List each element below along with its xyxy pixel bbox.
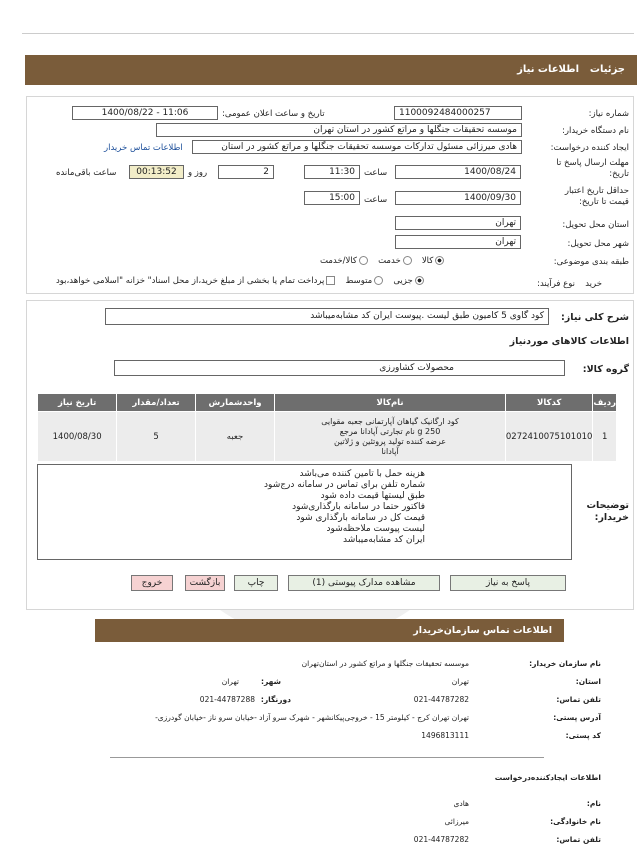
contact-phone: 021-44787282 bbox=[413, 695, 469, 704]
contact-phone-label: تلفن تماس: bbox=[556, 695, 601, 704]
cell-name: کود ارگانیک گیاهان آپارتمانی جعبه مقوایی 250 g نام تجارتی آپادانا مرجع عرضه کننده تولید پروتئین و ژلاتین آپادانا bbox=[275, 412, 506, 462]
contact-address: تهران تهران کرج - کیلومتر 15 - خروجی‌پیکانشهر - شهرک سرو آزاد -خیابان سرو ناز -خیابان گودرزی- bbox=[155, 713, 469, 722]
tab-need-info[interactable]: اطلاعات نیاز bbox=[517, 64, 579, 75]
category-goods-radio[interactable] bbox=[435, 256, 444, 265]
print-button[interactable]: چاپ bbox=[234, 575, 278, 591]
city-field: تهران bbox=[395, 235, 521, 249]
contact-address-label: آدرس پستی: bbox=[553, 713, 601, 722]
contact-divider bbox=[110, 757, 544, 758]
note-line: شماره تلفن برای تماس در سامانه درج‌شود bbox=[264, 480, 425, 490]
summary-field: کود گاوی 5 کامیون طبق لیست .پیوست ایران کد مشابه‌میباشد bbox=[105, 308, 549, 325]
creator-phone-label: تلفن تماس: bbox=[556, 835, 601, 844]
back-button[interactable]: بازگشت bbox=[185, 575, 225, 591]
remaining-time-field: 00:13:52 bbox=[129, 165, 184, 179]
buyer-notes-box bbox=[37, 464, 572, 560]
cell-date: 1400/08/30 bbox=[38, 412, 117, 462]
purchase-label: خرید bbox=[585, 279, 602, 289]
cell-row: 1 bbox=[593, 412, 617, 462]
creator-label: ایجاد کننده درخواست: bbox=[550, 143, 629, 153]
deadline-date-field: 1400/08/24 bbox=[395, 165, 521, 179]
validity-date-field: 1400/09/30 bbox=[395, 191, 521, 205]
note-line: هزینه حمل با تامین کننده می‌باشد bbox=[299, 469, 425, 479]
cell-code: 0272410075101010 bbox=[505, 412, 593, 462]
note-line: طبق لیستها قیمت داده شود bbox=[320, 491, 425, 501]
deadline-time-field: 11:30 bbox=[304, 165, 360, 179]
cell-qty: 5 bbox=[117, 412, 196, 462]
category-options bbox=[320, 256, 446, 266]
creator-field: هادی میرزائی مسئول تدارکات موسسه تحقیقات جنگلها و مراتع کشور در استان bbox=[192, 140, 522, 154]
note-line: فاکتور حتما در سامانه بارگذاری‌شود bbox=[292, 502, 425, 512]
city-label: شهر محل تحویل: bbox=[567, 239, 629, 249]
province-label: استان محل تحویل: bbox=[562, 220, 629, 230]
category-goods-service-label: کالا/خدمت bbox=[320, 256, 357, 266]
category-service-label: خدمت bbox=[378, 256, 401, 266]
validity-label: حداقل تاریخ اعتبار قیمت تا تاریخ: bbox=[564, 186, 629, 207]
payment-note: پرداخت تمام یا بخشی از مبلغ خرید،از محل اسناد" خزانه "اسلامی خواهد،بود bbox=[56, 276, 325, 286]
category-goods-service-radio[interactable] bbox=[359, 256, 368, 265]
buyer-contact-link[interactable]: اطلاعات تماس خریدار bbox=[104, 143, 183, 153]
col-qty: تعداد/مقدار bbox=[117, 394, 196, 412]
note-line: ایران کد مشابه‌میباشد bbox=[343, 535, 425, 545]
category-label: طبقه بندی موضوعی: bbox=[553, 257, 629, 267]
contact-header: اطلاعات تماس سازمان‌خریدار bbox=[95, 619, 564, 642]
col-date: تاریخ نیاز bbox=[38, 394, 117, 412]
reply-button[interactable]: پاسخ به نیاز bbox=[450, 575, 566, 591]
buyer-org-label: نام دستگاه خریدار: bbox=[562, 126, 629, 136]
contact-fax-label: دورنگار: bbox=[260, 695, 291, 704]
process-medium-radio[interactable] bbox=[374, 276, 383, 285]
title-bar bbox=[25, 55, 637, 85]
table-row bbox=[38, 412, 617, 462]
goods-group-field: محصولات کشاورزی bbox=[114, 360, 565, 376]
need-number-label: شماره نیاز: bbox=[588, 109, 629, 119]
days-field: 2 bbox=[218, 165, 274, 179]
creator-phone: 021-44787282 bbox=[413, 835, 469, 844]
contact-province-label: استان: bbox=[575, 677, 601, 686]
contact-buyer-name-label: نام سازمان خریدار: bbox=[529, 659, 601, 668]
contact-fax: 021-44787288 bbox=[199, 695, 255, 704]
category-service-radio[interactable] bbox=[403, 256, 412, 265]
validity-time-field: 15:00 bbox=[304, 191, 360, 205]
contact-city: تهران bbox=[221, 677, 239, 686]
deadline-label: مهلت ارسال پاسخ تا تاریخ: bbox=[556, 158, 629, 179]
category-goods-label: کالا bbox=[421, 256, 434, 266]
announce-field: 1400/08/22 - 11:06 bbox=[72, 106, 218, 120]
note-line: قیمت کل در سامانه بارگذاری شود bbox=[296, 513, 425, 523]
col-name: نام‌کالا bbox=[275, 394, 506, 412]
payment-checkbox[interactable] bbox=[326, 276, 335, 285]
creator-last-name-label: نام خانوادگی: bbox=[550, 817, 601, 826]
col-row: ردیف bbox=[593, 394, 617, 412]
contact-province: تهران bbox=[451, 677, 469, 686]
process-small-radio[interactable] bbox=[415, 276, 424, 285]
process-small-label: جزیی bbox=[393, 276, 413, 286]
creator-first-name: هادی bbox=[453, 799, 469, 808]
col-unit: واحدشمارش bbox=[195, 394, 274, 412]
note-line: لیست پیوست ملاحظه‌شود bbox=[326, 524, 425, 534]
deadline-time-label: ساعت bbox=[364, 168, 388, 178]
summary-label: شرح کلی نیاز: bbox=[560, 312, 629, 323]
exit-button[interactable]: خروج bbox=[131, 575, 173, 591]
creator-section-title: اطلاعات ایجادکننده‌درخواست bbox=[494, 773, 601, 782]
contact-buyer-name: موسسه تحقیقات جنگلها و مراتع کشور در استان‌تهران bbox=[301, 659, 469, 668]
top-divider bbox=[22, 33, 634, 34]
goods-section-title: اطلاعات کالاهای موردنیاز bbox=[509, 336, 629, 347]
contact-city-label: شهر: bbox=[261, 677, 281, 686]
creator-last-name: میرزائی bbox=[444, 817, 469, 826]
tab-details[interactable]: جزئیات bbox=[589, 64, 625, 75]
buyer-org-field: موسسه تحقیقات جنگلها و مراتع کشور در استان تهران bbox=[156, 123, 522, 137]
goods-group-label: گروه کالا: bbox=[582, 364, 629, 375]
need-number-field: 1100092484000257 bbox=[394, 106, 522, 120]
process-options bbox=[56, 276, 426, 286]
process-label: نوع فرآیند: bbox=[537, 279, 575, 289]
creator-first-name-label: نام: bbox=[586, 799, 601, 808]
col-code: کدکالا bbox=[505, 394, 593, 412]
days-label: روز و bbox=[188, 168, 208, 178]
contact-postal: 1496813111 bbox=[421, 731, 469, 740]
goods-table bbox=[37, 393, 617, 462]
contact-postal-label: کد پستی: bbox=[565, 731, 601, 740]
announce-label: تاریخ و ساعت اعلان عمومی: bbox=[222, 109, 325, 119]
process-medium-label: متوسط bbox=[345, 276, 373, 286]
province-field: تهران bbox=[395, 216, 521, 230]
validity-time-label: ساعت bbox=[364, 195, 388, 205]
cell-unit: جعبه bbox=[195, 412, 274, 462]
buyer-notes-label: توضیحات خریدار: bbox=[586, 500, 629, 523]
remaining-label: ساعت باقی‌مانده bbox=[56, 168, 117, 178]
attachments-button[interactable]: مشاهده مدارک پیوستی (1) bbox=[288, 575, 440, 591]
